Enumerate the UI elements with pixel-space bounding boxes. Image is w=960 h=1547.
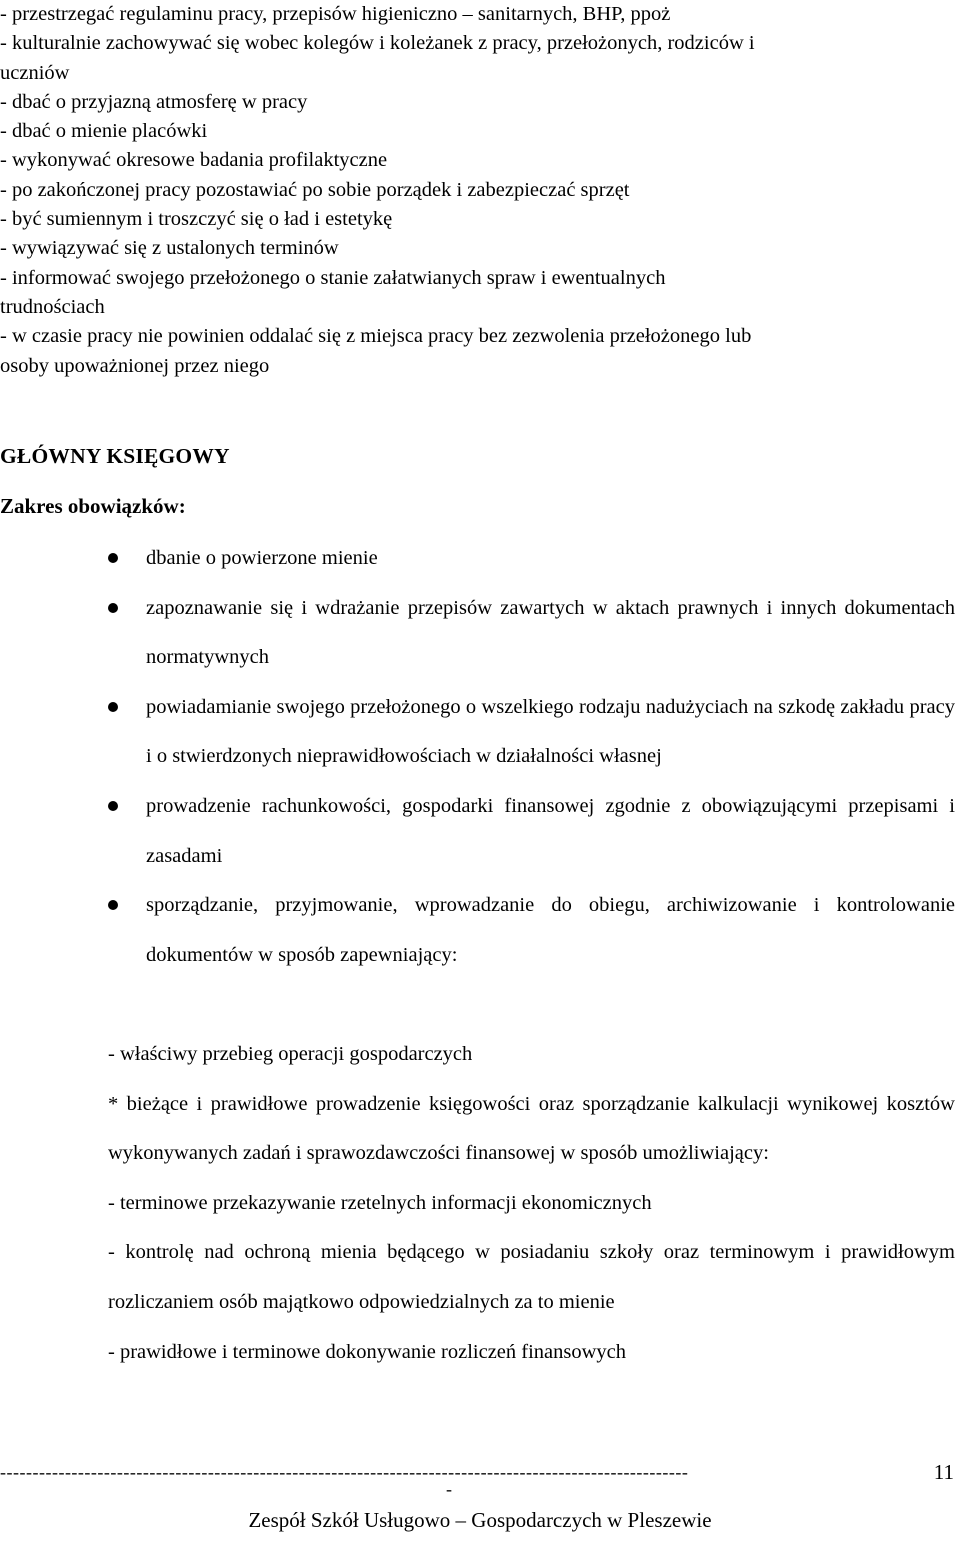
bullet-icon (108, 801, 118, 811)
list-item (0, 584, 955, 683)
footer-divider: ---------------------------------------------------------------------------------------------------------- (0, 1462, 689, 1482)
sub-point: - prawidłowe i terminowe dokonywanie rozliczeń finansowych (108, 1340, 627, 1363)
duty-line: - dbać o mienie placówki (0, 120, 208, 143)
duty-line: - w czasie pracy nie powinien oddalać się z miejsca pracy bez zezwolenia przełożonego lub (0, 325, 752, 348)
sub-point: - terminowe przekazywanie rzetelnych informacji ekonomicznych (108, 1191, 652, 1214)
employee-duties-list (0, 0, 955, 381)
responsibilities-list (0, 534, 955, 980)
bullet-icon (108, 603, 118, 613)
list-item (0, 782, 955, 881)
sub-point: - kontrolę nad ochroną mienia będącego w posiadaniu szkoły oraz terminowym i prawidłowym rozliczaniem osób majątkowo odpowiedzialnych za to mienie (108, 1241, 955, 1313)
list-item-text: powiadamianie swojego przełożonego o wszelkiego rodzaju nadużyciach na szkodę zakładu pracy i o stwierdzonych nieprawidłowościach w działalności własnej (146, 695, 955, 768)
section-title: GŁÓWNY KSIĘGOWY (0, 444, 230, 468)
duty-line: - być sumiennym i troszczyć się o ład i estetykę (0, 208, 393, 231)
list-item (0, 881, 955, 980)
duty-line: - wywiązywać się z ustalonych terminów (0, 237, 339, 260)
list-item (0, 534, 955, 584)
duty-line: - informować swojego przełożonego o stanie załatwianych spraw i ewentualnych (0, 266, 666, 289)
duty-line: uczniów (0, 61, 70, 84)
footer-school-name: Zespół Szkół Usługowo – Gospodarczych w Pleszewie (248, 1508, 712, 1532)
duty-line: - po zakończonej pracy pozostawiać po sobie porządek i zabezpieczać sprzęt (0, 178, 630, 201)
duty-line: - wykonywać okresowe badania profilaktyczne (0, 149, 388, 172)
duty-line: - dbać o przyjazną atmosferę w pracy (0, 90, 308, 113)
bullet-icon (108, 553, 118, 563)
list-item-text: dbanie o powierzone mienie (146, 547, 378, 569)
duty-line: - kulturalnie zachowywać się wobec kolegów i koleżanek z pracy, przełożonych, rodziców i (0, 32, 755, 55)
sub-points-list (108, 1030, 955, 1377)
bullet-icon (108, 900, 118, 910)
footer-dash: - (446, 1479, 452, 1499)
bullet-icon (108, 702, 118, 712)
list-item (0, 683, 955, 782)
sub-point: - właściwy przebieg operacji gospodarczych (108, 1043, 473, 1065)
scope-heading: Zakres obowiązków: (0, 494, 186, 518)
page-number: 11 (933, 1460, 954, 1484)
list-item-text: zapoznawanie się i wdrażanie przepisów zawartych w aktach prawnych i innych dokumentach normatywnych (146, 596, 955, 669)
duty-line: osoby upoważnionej przez niego (0, 354, 270, 377)
list-item-text: sporządzanie, przyjmowanie, wprowadzanie do obiegu, archiwizowanie i kontrolowanie dokumentów w sposób zapewniający: (146, 894, 955, 966)
duty-line: - przestrzegać regulaminu pracy, przepisów higieniczno – sanitarnych, BHP, ppoż (0, 3, 671, 25)
duty-line: trudnościach (0, 295, 105, 318)
list-item-text: prowadzenie rachunkowości, gospodarki finansowej zgodnie z obowiązującymi przepisami i zasadami (146, 794, 955, 867)
sub-point: * bieżące i prawidłowe prowadzenie księgowości oraz sporządzanie kalkulacji wynikowej kosztów wykonywanych zadań i sprawozdawczości finansowej w sposób umożliwiający: (108, 1092, 955, 1165)
